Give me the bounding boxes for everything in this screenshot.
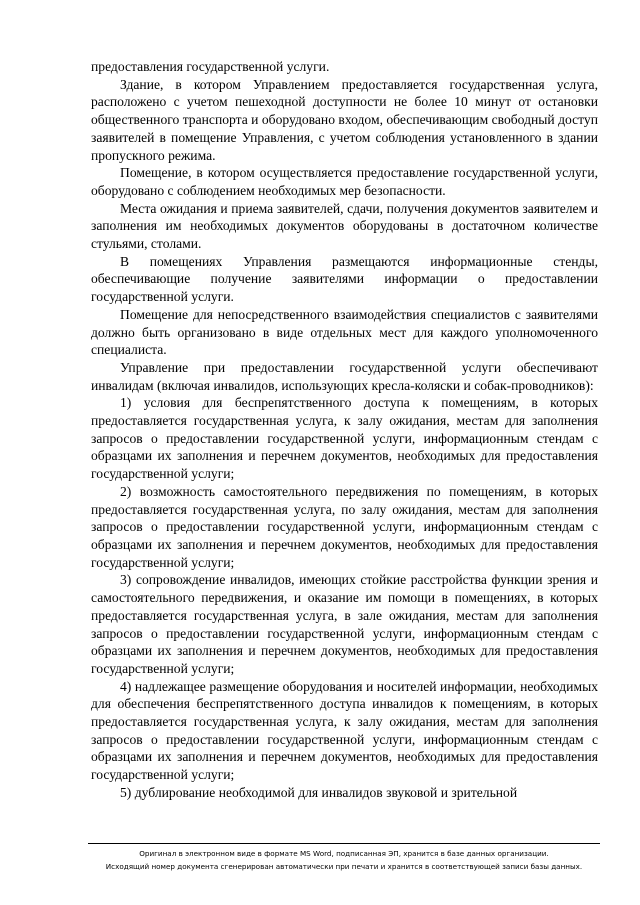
list-item-3: 3) сопровождение инвалидов, имеющих стойкие расстройства функции зрения и самостоятельного передвижения, и оказание им помощи в помещениях, в которых предоставляется государственная услуга, в зале ожидания, местам для заполнения запросов о предоставлении государственной услуги, информационным стендам с образцами их заполнения и перечнем документов, необходимых для предоставления государственной услуги; [91, 572, 598, 676]
footer-number-note: Исходящий номер документа сгенерирован автоматически при печати и хранится в соответствующей записи базы данных. [105, 862, 583, 871]
document-body [91, 58, 598, 802]
list-item-4: 4) надлежащее размещение оборудования и носителей информации, необходимых для обеспечения беспрепятственного доступа инвалидов к помещениям, в которых предоставляется государственная услуга, к залу ожидания, местам для заполнения запросов о предоставлении государственной услуги, информационным стендам с образцами их заполнения и перечнем документов, необходимых для предоставления государственной услуги; [91, 678, 598, 783]
paragraph-info-stands: В помещениях Управления размещаются информационные стенды, обеспечивающие получение заявителями информации о предоставлении государственной услуги. [91, 253, 598, 305]
paragraph-waiting-areas: Места ожидания и приема заявителей, сдачи, получения документов заявителем и заполнения им необходимых документов оборудованы в достаточном количестве стульями, столами. [91, 200, 598, 252]
list-item-2: 2) возможность самостоятельного передвижения по помещениям, в которых предоставляется государственная услуга, по залу ожидания, местам для заполнения запросов о предоставлении государственной услуги, информационным стендам с образцами их заполнения и перечнем документов, необходимых для предоставления государственной услуги; [91, 483, 598, 570]
paragraph-disability-intro: Управление при предоставлении государственной услуги обеспечивают инвалидам (включая инвалидов, использующих кресла-коляски и собак-проводников): [91, 359, 598, 393]
paragraph-continuation: предоставления государственной услуги. [91, 59, 330, 74]
paragraph-building-accessibility: Здание, в котором Управлением предоставляется государственная услуга, расположено с учетом пешеходной доступности не более 10 минут от остановки общественного транспорта и оборудовано входом, обеспечивающим свободный доступ заявителей в помещение Управления, с учетом соблюдения установленного в здании пропускного режима. [91, 76, 598, 163]
paragraph-safety: Помещение, в котором осуществляется предоставление государственной услуги, оборудовано с соблюдением необходимых мер безопасности. [91, 165, 598, 198]
footer-original-note: Оригинал в электронном виде в формате MS Word, подписанная ЭП, хранится в базе данных организации. [139, 849, 549, 858]
list-item-5: 5) дублирование необходимой для инвалидов звуковой и зрительной [120, 784, 518, 800]
list-item-1: 1) условия для беспрепятственного доступа к помещениям, в которых предоставляется государственная услуга, к залу ожидания, местам для заполнения запросов о предоставлении государственной услуги, информационным стендам с образцами их заполнения и перечнем документов, необходимых для предоставления государственной услуги; [91, 395, 598, 482]
footer-divider [88, 843, 600, 844]
paragraph-specialist-places: Помещение для непосредственного взаимодействия специалистов с заявителями должно быть организовано в виде отдельных мест для каждого уполномоченного специалиста. [91, 306, 598, 358]
